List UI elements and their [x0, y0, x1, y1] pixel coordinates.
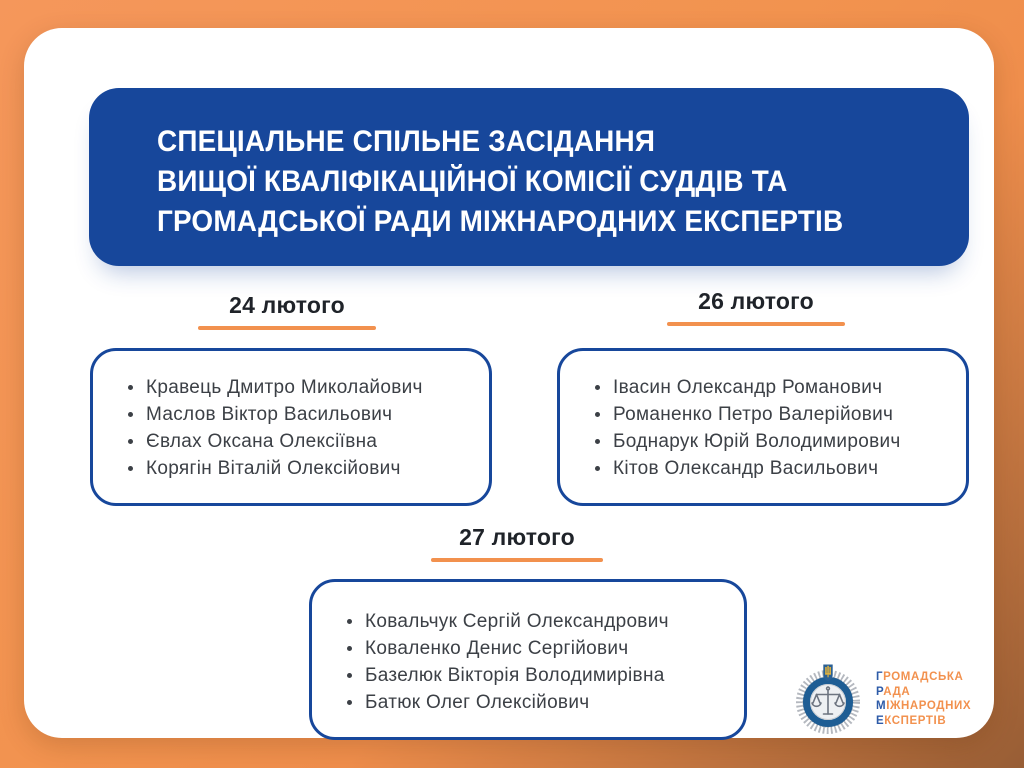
logo-word: МІЖНАРОДНИХ	[876, 700, 972, 712]
names-list	[592, 374, 948, 482]
list-item: Коваленко Денис Сергійович	[344, 635, 726, 662]
list-item: Боднарук Юрій Володимирович	[592, 428, 948, 455]
title-line-1: СПЕЦІАЛЬНЕ СПІЛЬНЕ ЗАСІДАННЯ	[157, 125, 656, 158]
list-item: Батюк Олег Олексійович	[344, 689, 726, 716]
list-item: Євлах Оксана Олексіївна	[125, 428, 471, 455]
session-names-feb-27	[309, 579, 747, 740]
content-card	[24, 28, 994, 738]
list-item: Базелюк Вікторія Володимирівна	[344, 662, 726, 689]
logo-word: ГРОМАДСЬКА	[876, 671, 964, 683]
poster-title	[157, 122, 843, 242]
logo-word: ЕКСПЕРТІВ	[876, 714, 947, 727]
date-underline	[667, 322, 845, 326]
list-item: Корягін Віталій Олексійович	[125, 455, 471, 482]
logo-word: РАДА	[876, 685, 911, 698]
trident-icon	[823, 665, 832, 682]
list-item: Романенко Петро Валерійович	[592, 401, 948, 428]
date-label: 26 лютого	[698, 288, 814, 314]
title-banner	[89, 88, 969, 266]
date-underline	[431, 558, 603, 562]
title-line-3: ГРОМАДСЬКОЇ РАДИ МІЖНАРОДНИХ ЕКСПЕРТІВ	[157, 205, 844, 238]
names-list	[125, 374, 471, 482]
date-underline	[198, 326, 376, 330]
list-item: Маслов Віктор Васильович	[125, 401, 471, 428]
list-item: Ковальчук Сергій Олександрович	[344, 608, 726, 635]
grme-logo-wordmark	[876, 670, 971, 728]
grme-logo	[792, 661, 971, 737]
list-item: Івасин Олександр Романович	[592, 374, 948, 401]
session-date-feb-27	[424, 524, 610, 562]
list-item: Кітов Олександр Васильович	[592, 455, 948, 482]
session-names-feb-26	[557, 348, 969, 506]
names-list	[344, 608, 726, 716]
session-date-feb-24	[192, 292, 382, 330]
date-label: 24 лютого	[229, 292, 345, 318]
session-date-feb-26	[661, 288, 851, 326]
list-item: Кравець Дмитро Миколайович	[125, 374, 471, 401]
grme-logo-emblem	[792, 661, 864, 737]
title-line-2: ВИЩОЇ КВАЛІФІКАЦІЙНОЇ КОМІСІЇ СУДДІВ ТА	[157, 165, 788, 198]
session-names-feb-24	[90, 348, 492, 506]
date-label: 27 лютого	[459, 524, 575, 550]
